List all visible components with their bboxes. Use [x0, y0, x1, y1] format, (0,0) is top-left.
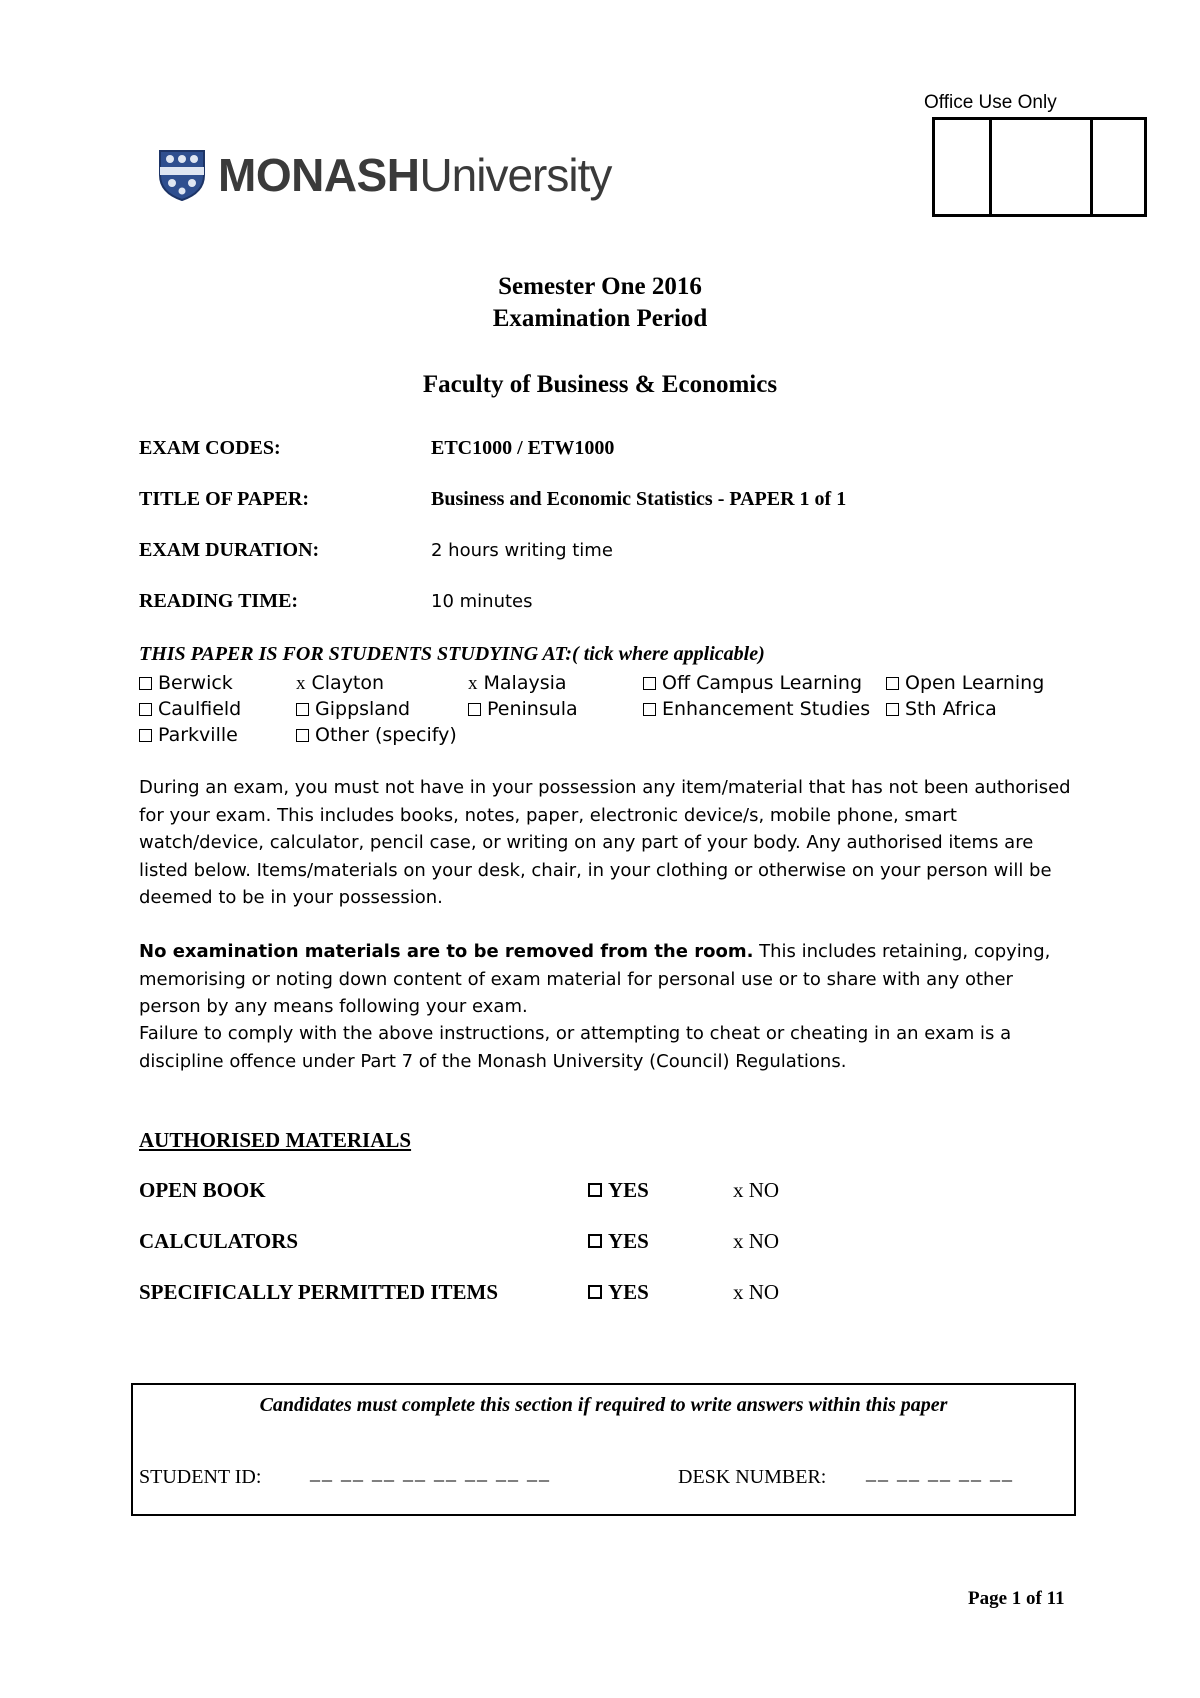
calculators-yes[interactable]	[588, 1229, 649, 1254]
campus-open-learning[interactable]	[886, 672, 1044, 694]
permitted-items-yes[interactable]	[588, 1280, 649, 1305]
campus-label: Open Learning	[905, 672, 1045, 694]
reading-time-value: 10 minutes	[431, 591, 533, 612]
campus-peninsula[interactable]	[468, 698, 578, 720]
possession-instructions: During an exam, you must not have in your possession any item/material that has not been authorised for your exam. This includes books, notes, paper, electronic device/s, mobile phone, smart watch/device, calculator, pencil case, or writing on any part of your body. Any authorised items are listed below. Items/materials on your desk, chair, in your clothing or otherwise on your person will be deemed to be in your possession.	[139, 777, 1071, 908]
period-title: Examination Period	[492, 305, 708, 332]
campus-label: Malaysia	[483, 672, 567, 694]
office-use-cell	[992, 120, 1093, 214]
yes-label: YES	[608, 1229, 649, 1253]
yes-label: YES	[608, 1280, 649, 1304]
student-id-field[interactable]: __ __ __ __ __ __ __ __	[310, 1462, 551, 1484]
campus-label: Parkville	[158, 724, 238, 746]
calculators-label: CALCULATORS	[139, 1229, 299, 1253]
checkbox-empty[interactable]	[588, 1285, 602, 1299]
campus-caulfield[interactable]	[139, 698, 241, 720]
office-use-cell	[935, 120, 992, 214]
checkbox-empty[interactable]	[588, 1183, 602, 1197]
checkbox-empty[interactable]	[643, 703, 656, 716]
campus-heading: THIS PAPER IS FOR STUDENTS STUDYING AT:( tick where applicable)	[139, 643, 765, 665]
reading-time-label: READING TIME:	[139, 590, 299, 612]
permitted-items-label: SPECIFICALLY PERMITTED ITEMS	[139, 1280, 499, 1304]
checkbox-empty[interactable]	[139, 703, 152, 716]
campus-clayton[interactable]	[296, 672, 384, 695]
office-use-cell	[1093, 120, 1144, 214]
logo-name-light: University	[419, 149, 612, 201]
semester-title: Semester One 2016	[498, 273, 702, 300]
faculty-title: Faculty of Business & Economics	[422, 371, 778, 398]
campus-label: Off Campus Learning	[662, 672, 863, 694]
exam-codes-label: EXAM CODES:	[139, 437, 281, 459]
checkbox-empty[interactable]	[468, 703, 481, 716]
title-of-paper-value: Business and Economic Statistics - PAPER 1 of 1	[431, 488, 847, 510]
monash-logo	[158, 148, 611, 202]
checkbox-empty[interactable]	[139, 677, 152, 690]
authorised-materials-heading: AUTHORISED MATERIALS	[139, 1128, 412, 1152]
removal-instructions	[139, 938, 1079, 1021]
checkbox-empty[interactable]	[588, 1234, 602, 1248]
campus-parkville[interactable]	[139, 724, 238, 746]
candidate-heading: Candidates must complete this section if required to write answers within this paper	[259, 1394, 948, 1416]
checkbox-empty[interactable]	[139, 729, 152, 742]
open-book-yes[interactable]	[588, 1178, 649, 1203]
checkbox-mark: x	[468, 673, 478, 694]
checkbox-empty[interactable]	[886, 703, 899, 716]
checkbox-empty[interactable]	[296, 729, 309, 742]
removal-instructions-bold: No examination materials are to be removed from the room.	[139, 941, 754, 962]
calculators-no[interactable]: x NO	[733, 1229, 780, 1253]
page-number: Page 1 of 11	[968, 1588, 1065, 1609]
yes-label: YES	[608, 1178, 649, 1202]
logo-wordmark	[218, 148, 611, 202]
campus-label: Sth Africa	[905, 698, 997, 720]
campus-gippsland[interactable]	[296, 698, 410, 720]
campus-label: Berwick	[158, 672, 233, 694]
campus-enhancement[interactable]	[643, 698, 870, 720]
campus-other[interactable]	[296, 724, 457, 746]
logo-name-bold: MONASH	[218, 149, 420, 201]
open-book-no[interactable]: x NO	[733, 1178, 780, 1202]
campus-sth-africa[interactable]	[886, 698, 997, 720]
permitted-items-no[interactable]: x NO	[733, 1280, 780, 1304]
campus-label: Other (specify)	[315, 724, 457, 746]
checkbox-empty[interactable]	[296, 703, 309, 716]
open-book-label: OPEN BOOK	[139, 1178, 266, 1202]
desk-number-field[interactable]: __ __ __ __ __	[866, 1462, 1014, 1484]
discipline-instructions: Failure to comply with the above instructions, or attempting to cheat or cheating in an exam is a discipline offence under Part 7 of the Monash University (Council) Regulations.	[139, 1023, 1012, 1072]
desk-number-label: DESK NUMBER:	[678, 1466, 827, 1488]
campus-label: Enhancement Studies	[662, 698, 871, 720]
removal-instructions-rest: This includes retaining, copying, memorising or noting down content of exam material for personal use or to share with any other person by any means following your exam.	[139, 941, 1051, 1017]
exam-codes-value: ETC1000 / ETW1000	[431, 437, 615, 459]
office-use-label: Office Use Only	[924, 92, 1057, 113]
campus-off-campus[interactable]	[643, 672, 862, 694]
exam-duration-label: EXAM DURATION:	[139, 539, 320, 561]
exam-duration-value: 2 hours writing time	[431, 540, 613, 561]
campus-label: Gippsland	[315, 698, 411, 720]
campus-malaysia[interactable]	[468, 672, 567, 695]
student-id-label: STUDENT ID:	[139, 1466, 262, 1488]
checkbox-empty[interactable]	[643, 677, 656, 690]
office-use-box	[932, 117, 1147, 217]
campus-label: Clayton	[311, 672, 385, 694]
checkbox-mark: x	[296, 673, 306, 694]
checkbox-empty[interactable]	[886, 677, 899, 690]
campus-label: Caulfield	[158, 698, 242, 720]
monash-crest-icon	[158, 149, 206, 201]
title-of-paper-label: TITLE OF PAPER:	[139, 488, 310, 510]
campus-berwick[interactable]	[139, 672, 233, 694]
campus-label: Peninsula	[487, 698, 578, 720]
